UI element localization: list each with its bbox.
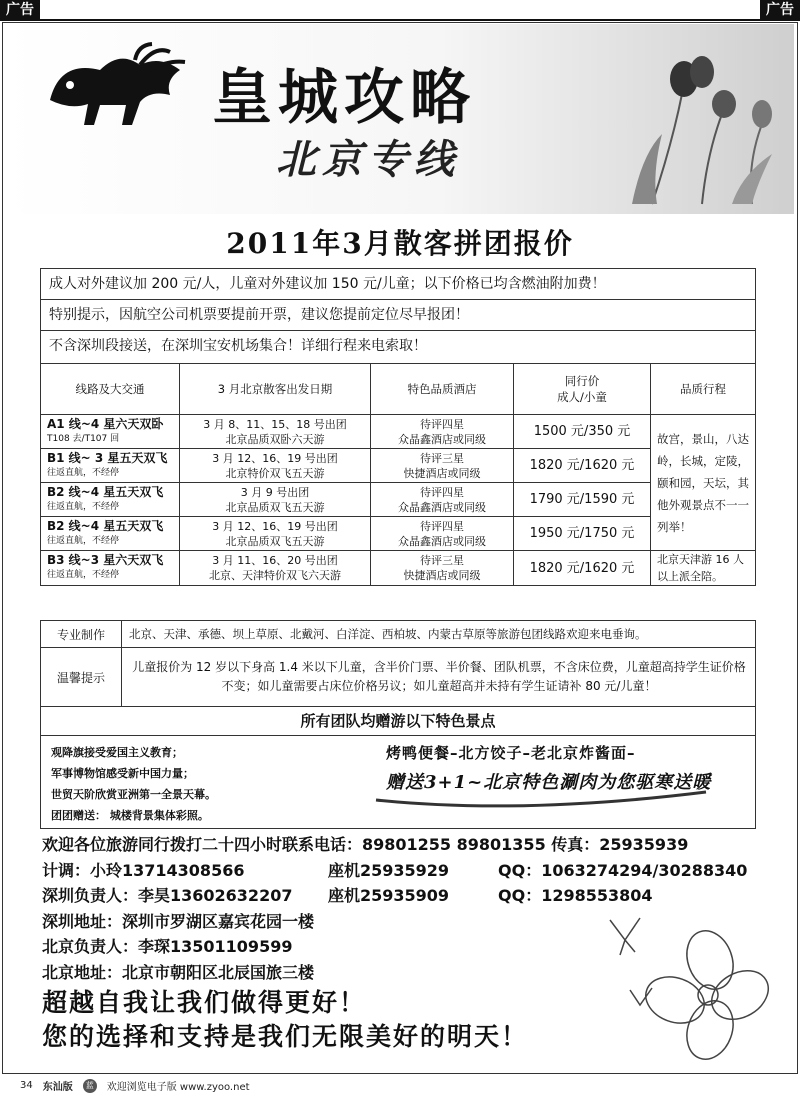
price-cell: 1820 元/1620 元	[514, 551, 651, 586]
slogan-1: 超越自我让我们做得更好！	[42, 988, 367, 1017]
th-price-sub: 成人/小童	[557, 390, 607, 404]
slogan-2: 您的选择和支持是我们无限美好的明天！	[42, 1022, 529, 1051]
notice-2: 特别提示，因航空公司机票要提前开票，建议您提前定位尽早报团！	[40, 299, 756, 330]
site-link[interactable]: 欢迎浏览电子版 www.zyoo.net	[106, 1082, 250, 1093]
list-item: 团团赠送： 城楼背景集体彩照。	[51, 809, 209, 822]
hotel-cell: 待评四星 众晶鑫酒店或同级	[371, 517, 514, 551]
date-cell: 3 月 9 号出团 北京品质双飞五天游	[180, 483, 371, 517]
top-rule	[0, 19, 800, 21]
table-header-row	[41, 364, 756, 415]
page-number: 34	[20, 1080, 33, 1091]
date-cell: 3 月 8、11、15、18 号出团 北京品质双卧六天游	[180, 415, 371, 449]
route-cell: B3 线~3 星六天双飞 往返直航，不经停	[41, 551, 180, 586]
gift-heading: 所有团队均赠游以下特色景点	[40, 706, 756, 736]
table-row	[41, 551, 756, 586]
brand-title: 皇城攻略	[212, 63, 476, 133]
ad-tag-left: 广告	[0, 0, 40, 20]
hotel-cell: 待评四星 众晶鑫酒店或同级	[371, 483, 514, 517]
itinerary-cell: 故宫，景山，八达岭，长城，定陵，颐和园，天坛，其他外观景点不一一列举！	[651, 415, 756, 551]
list-item: 世贸天阶欣赏亚洲第一全景天幕。	[51, 788, 216, 801]
date-cell: 3 月 11、16、20 号出团 北京、天津特价双飞六天游	[180, 551, 371, 586]
slogans	[42, 986, 528, 1054]
flower-decoration-icon	[612, 34, 792, 213]
tips-text: 儿童报价为 12 岁以下身高 1.4 米以下儿童，含半价门票、半价餐、团队机票，不含床位费，儿童超高持学生证价格不变；如儿童需要占床位价格另议；如儿童超高并未持有学生证请补 80 元/儿童！	[132, 660, 746, 693]
date-cell: 3 月 12、16、19 号出团 北京特价双飞五天游	[180, 449, 371, 483]
list-item: 军事博物馆感受新中国力量；	[51, 767, 194, 780]
table-row	[41, 415, 756, 449]
flower-butterfly-icon	[590, 900, 770, 1074]
price-table	[40, 363, 756, 586]
th-itinerary: 品质行程	[651, 364, 756, 415]
gift-list	[51, 742, 216, 826]
headline: 2011年3月散客拼团报价	[226, 227, 574, 260]
route-cell: B1 线~ 3 星五天双飞 往返直航，不经停	[41, 449, 180, 483]
table-row	[41, 449, 756, 483]
route-cell: B2 线~4 星五天双飞 往返直航，不经停	[41, 517, 180, 551]
table-row	[41, 483, 756, 517]
th-price-label: 同行价	[564, 374, 600, 388]
table-row	[41, 517, 756, 551]
contact-line-bj-address: 北京地址：北京市朝阳区北辰国旅三楼	[42, 962, 315, 982]
contact-line-sz-manager: 深圳负责人：李昊13602632207 座机25935909 QQ：1298553804	[42, 886, 653, 905]
price-cell: 1950 元/1750 元	[514, 517, 651, 551]
gift-food: 烤鸭便餐–北方饺子–老北京炸酱面–	[386, 744, 636, 762]
qilin-logo-icon	[40, 40, 190, 134]
gift-send: 赠送3+1~北京特色涮肉为您驱寒送暖	[386, 772, 712, 793]
route-cell: B2 线~4 星五天双飞 往返直航，不经停	[41, 483, 180, 517]
edition-badge-icon: 蓝	[83, 1079, 97, 1093]
list-item: 观降旗接受爱国主义教育；	[51, 746, 183, 759]
notice-3: 不含深圳段接送，在深圳宝安机场集合！详细行程来电索取！	[40, 330, 756, 364]
pro-label: 专业制作	[41, 621, 122, 647]
itinerary-b3-cell: 北京天津游 16 人以上派全陪。	[651, 551, 756, 586]
gift-box	[40, 735, 756, 829]
route-cell: A1 线~4 星六天双卧 T108 去/T107 回	[41, 415, 180, 449]
tips-row	[40, 647, 756, 707]
th-route: 线路及大交通	[41, 364, 180, 415]
ad-tag-right: 广告	[760, 0, 800, 20]
edition-label: 东汕版	[42, 1082, 73, 1093]
contact-line-planner: 计调：小玲13714308566 座机25935929 QQ：1063274294/30288340	[42, 860, 748, 880]
hotel-cell: 待评三星 快捷酒店或同级	[371, 551, 514, 586]
th-hotel: 特色品质酒店	[371, 364, 514, 415]
notice-1: 成人对外建议加 200 元/人，儿童对外建议加 150 元/儿童；以下价格已均含燃油附加费！	[40, 268, 756, 299]
price-cell: 1500 元/350 元	[514, 415, 651, 449]
tips-label: 温馨提示	[41, 648, 122, 706]
price-cell: 1790 元/1590 元	[514, 483, 651, 517]
hotel-cell: 待评四星 众晶鑫酒店或同级	[371, 415, 514, 449]
th-date: 3 月北京散客出发日期	[180, 364, 371, 415]
pro-text: 北京、天津、承德、坝上草原、北戴河、白洋淀、西柏坡、内蒙古草原等旅游包团线路欢迎来电垂询。	[129, 627, 647, 641]
pro-row	[40, 620, 756, 648]
contact-line-sz-address: 深圳地址：深圳市罗湖区嘉宾花园一楼	[42, 911, 315, 931]
hotel-cell: 待评三星 快捷酒店或同级	[371, 449, 514, 483]
brand-subtitle: 北京专线	[276, 136, 460, 183]
price-cell: 1820 元/1620 元	[514, 449, 651, 483]
contact-line-bj-manager: 北京负责人：李琛13501109599	[42, 937, 293, 956]
footer	[20, 1078, 250, 1093]
th-price	[514, 364, 651, 415]
contact-line-hotline: 欢迎各位旅游同行拨打二十四小时联系电话：89801255 89801355 传真：25935939	[42, 835, 689, 854]
date-cell: 3 月 12、16、19 号出团 北京品质双飞五天游	[180, 517, 371, 551]
